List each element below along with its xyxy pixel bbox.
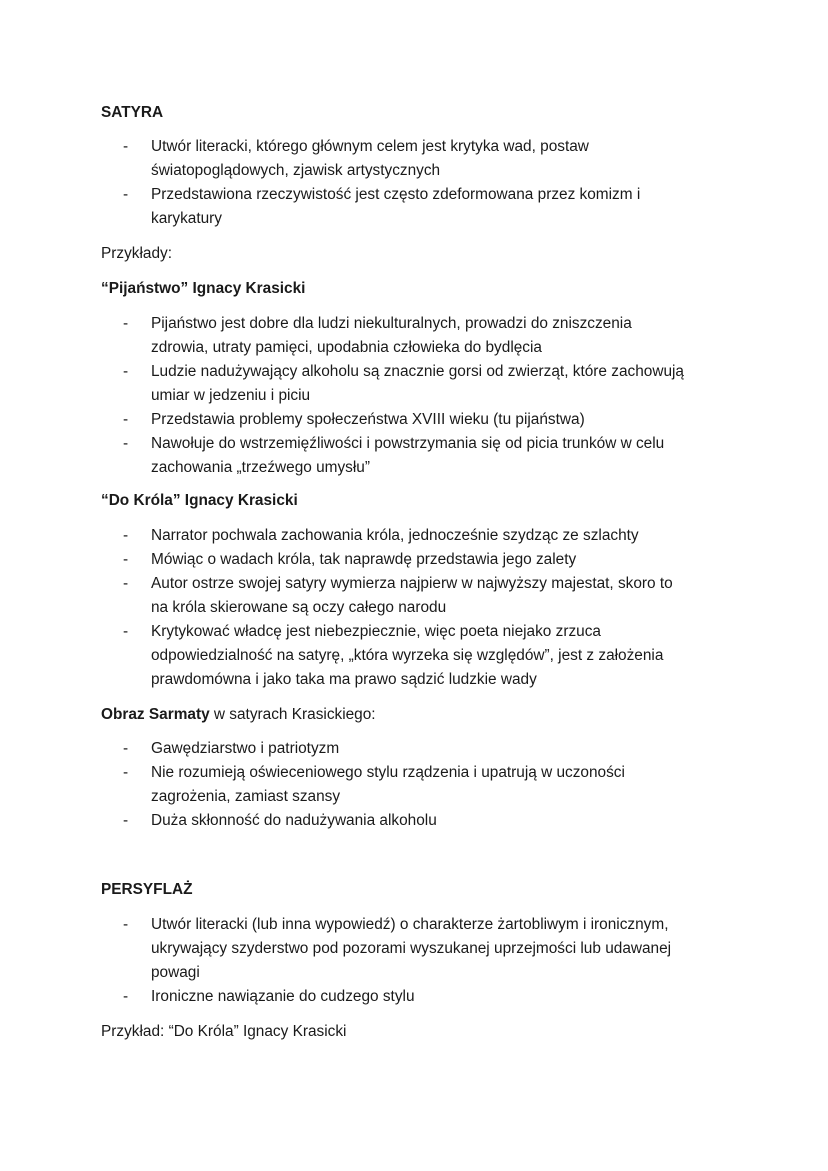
bullet-text-line: Przedstawiona rzeczywistość jest często zdeformowana przez komizm i bbox=[151, 186, 641, 203]
bullet-item bbox=[101, 360, 741, 408]
bullet-text-line: Gawędziarstwo i patriotyzm bbox=[151, 740, 340, 757]
examples-label: Przykłady: bbox=[101, 245, 172, 262]
bullet-dash: - bbox=[123, 315, 129, 332]
bullet-item bbox=[101, 183, 741, 231]
bullet-item bbox=[101, 809, 741, 833]
bullet-dash: - bbox=[123, 916, 129, 933]
subsection-heading-do-krola: “Do Króla” Ignacy Krasicki bbox=[101, 492, 298, 509]
sarmata-heading-bold: Obraz Sarmaty bbox=[101, 706, 210, 723]
bullet-text-line: ukrywający szyderstwo pod pozorami wyszukanej uprzejmości lub udawanej bbox=[151, 940, 672, 957]
bullet-item bbox=[101, 761, 741, 809]
bullet-text-line: umiar w jedzeniu i piciu bbox=[151, 387, 311, 404]
bullet-text-line: Nie rozumieją oświeceniowego stylu rządzenia i upatrują w uczoności bbox=[151, 764, 625, 781]
bullet-text-line: powagi bbox=[151, 964, 200, 981]
bullet-dash: - bbox=[123, 186, 129, 203]
section-heading-satyra: SATYRA bbox=[101, 104, 164, 121]
bullet-text-line: zagrożenia, zamiast szansy bbox=[151, 788, 341, 805]
bullet-text-line: Pijaństwo jest dobre dla ludzi niekulturalnych, prowadzi do zniszczenia bbox=[151, 315, 632, 332]
bullet-text-line: Autor ostrze swojej satyry wymierza najpierw w najwyższy majestat, skoro to bbox=[151, 575, 673, 592]
bullet-dash: - bbox=[123, 363, 129, 380]
bullet-dash: - bbox=[123, 812, 129, 829]
bullet-dash: - bbox=[123, 435, 129, 452]
bullet-item bbox=[101, 524, 741, 548]
bullet-dash: - bbox=[123, 623, 129, 640]
bullet-text-line: Utwór literacki, którego głównym celem jest krytyka wad, postaw bbox=[151, 138, 589, 155]
bullet-text-line: Krytykować władcę jest niebezpiecznie, więc poeta niejako zrzuca bbox=[151, 623, 601, 640]
bullet-text-line: Utwór literacki (lub inna wypowiedź) o charakterze żartobliwym i ironicznym, bbox=[151, 916, 669, 933]
bullet-item bbox=[101, 135, 741, 183]
bullet-dash: - bbox=[123, 740, 129, 757]
bullet-dash: - bbox=[123, 527, 129, 544]
subsection-heading-sarmata bbox=[101, 703, 376, 727]
persyflaz-example: Przykład: “Do Króla” Ignacy Krasicki bbox=[101, 1023, 347, 1040]
sarmata-bullet-list bbox=[101, 737, 741, 833]
bullet-text-line: światopoglądowych, zjawisk artystycznych bbox=[151, 162, 441, 179]
bullet-text-line: na króla skierowane są oczy całego narodu bbox=[151, 599, 447, 616]
bullet-item bbox=[101, 432, 741, 480]
bullet-item bbox=[101, 572, 741, 620]
bullet-text-line: Przedstawia problemy społeczeństwa XVIII wieku (tu pijaństwa) bbox=[151, 411, 585, 428]
bullet-dash: - bbox=[123, 551, 129, 568]
bullet-item bbox=[101, 548, 741, 572]
persyflaz-bullet-list bbox=[101, 913, 741, 1009]
bullet-dash: - bbox=[123, 411, 129, 428]
subsection-heading-pijanstwo: “Pijaństwo” Ignacy Krasicki bbox=[101, 280, 306, 297]
bullet-text-line: prawdomówna i jako taka ma prawo sądzić ludzkie wady bbox=[151, 671, 537, 688]
bullet-text-line: odpowiedzialność na satyrę, „która wyrzeka się względów”, jest z założenia bbox=[151, 647, 664, 664]
bullet-text-line: Ironiczne nawiązanie do cudzego stylu bbox=[151, 988, 415, 1005]
bullet-text-line: Nawołuje do wstrzemięźliwości i powstrzymania się od picia trunków w celu bbox=[151, 435, 665, 452]
section-heading-persyflaz: PERSYFLAŻ bbox=[101, 881, 193, 898]
bullet-text-line: Ludzie nadużywający alkoholu są znacznie gorsi od zwierząt, które zachowują bbox=[151, 363, 684, 380]
bullet-item bbox=[101, 408, 741, 432]
bullet-text-line: Narrator pochwala zachowania króla, jednocześnie szydząc ze szlachty bbox=[151, 527, 639, 544]
bullet-text-line: zdrowia, utraty pamięci, upodabnia człowieka do bydlęcia bbox=[151, 339, 542, 356]
bullet-item bbox=[101, 985, 741, 1009]
bullet-item bbox=[101, 913, 741, 985]
bullet-dash: - bbox=[123, 764, 129, 781]
bullet-dash: - bbox=[123, 988, 129, 1005]
bullet-text-line: zachowania „trzeźwego umysłu” bbox=[151, 459, 370, 476]
bullet-dash: - bbox=[123, 138, 129, 155]
bullet-item bbox=[101, 737, 741, 761]
bullet-item bbox=[101, 312, 741, 360]
bullet-dash: - bbox=[123, 575, 129, 592]
do-krola-bullet-list bbox=[101, 524, 741, 692]
pijanstwo-bullet-list bbox=[101, 312, 741, 480]
bullet-text-line: Duża skłonność do nadużywania alkoholu bbox=[151, 812, 437, 829]
satyra-bullet-list bbox=[101, 135, 741, 231]
bullet-text-line: karykatury bbox=[151, 210, 222, 227]
bullet-text-line: Mówiąc o wadach króla, tak naprawdę przedstawia jego zalety bbox=[151, 551, 577, 568]
sarmata-heading-rest: w satyrach Krasickiego: bbox=[209, 706, 376, 723]
bullet-item bbox=[101, 620, 741, 692]
